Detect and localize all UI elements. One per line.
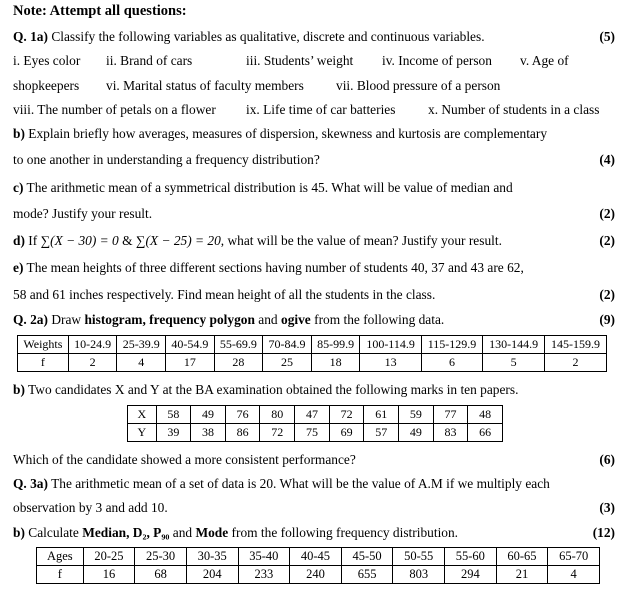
ages-freq-row [37,566,600,584]
ages-cell: 35-40 [238,548,290,566]
q1b-label: b) [13,126,25,141]
q2b-label: b) [13,382,25,397]
weights-cell: 4 [117,354,166,372]
q2a-bold2: ogive [281,312,311,327]
q1e-text-1: The mean heights of three different sections having number of students 40, 37 and 43 are 62, [26,260,524,275]
marks-cell: 75 [295,424,330,442]
q2a-pre: Draw [51,312,82,327]
q1b-marks: (4) [599,152,615,167]
q3b-line [13,521,615,545]
q1d-amp: & [122,233,133,248]
q1a-item-3: iii. Students’ weight [246,53,354,68]
q1e-marks: (2) [599,287,615,302]
q1b-line2 [13,148,615,172]
ages-cell: 16 [83,566,135,584]
q1a-items-row2 [13,74,615,98]
q1a-line [13,25,615,49]
ages-cell: 50-55 [393,548,445,566]
weights-cell: 25 [263,354,312,372]
weights-cell: 85-99.9 [311,336,360,354]
q1e-line1 [13,256,615,280]
ages-cell: 20-25 [83,548,135,566]
weights-cell: 5 [483,354,545,372]
q1a-item-2: ii. Brand of cars [106,53,193,68]
marks-cell: 49 [191,406,226,424]
q3b-bold2: Mode [195,525,229,540]
ages-cell: f [37,566,84,584]
marks-row-x [128,406,503,424]
marks-cell: 61 [364,406,399,424]
ages-cell: 65-70 [548,548,600,566]
q2a-bold: histogram, frequency polygon [84,312,255,327]
marks-row-y [128,424,503,442]
q1a-items-row1 [13,49,615,73]
weights-cell: 40-54.9 [166,336,215,354]
q1c-text-2: mode? Justify your result. [13,206,153,221]
q1a-items-row3 [13,98,615,122]
q2a-label: Q. 2a) [13,312,48,327]
weights-cell: 115-129.9 [421,336,482,354]
marks-cell: 72 [260,424,295,442]
ages-cell: 655 [341,566,393,584]
q3a-label: Q. 3a) [13,476,48,491]
ages-header-row [37,548,600,566]
q3a-text-2: observation by 3 and add 10. [13,500,168,515]
weights-cell: 28 [214,354,263,372]
q2b-question: Which of the candidate showed a more consistent performance? [13,452,356,467]
q1a-item-9: ix. Life time of car batteries [246,102,396,117]
q1c-text-1: The arithmetic mean of a symmetrical distribution is 45. What will be value of median and [26,180,513,195]
marks-cell: X [128,406,157,424]
marks-cell: 57 [364,424,399,442]
marks-cell: 76 [225,406,260,424]
q1c-label: c) [13,180,24,195]
marks-cell: 72 [329,406,364,424]
marks-cell: 39 [156,424,191,442]
ages-cell: 40-45 [290,548,342,566]
marks-cell: 58 [156,406,191,424]
q1d-expr-1: ∑(X − 30) = 0 [40,233,119,248]
weights-cell: f [18,354,69,372]
ages-cell: 204 [186,566,238,584]
q3a-text-1: The arithmetic mean of a set of data is 20. What will be the value of A.M if we multiply each [51,476,550,491]
ages-cell: 803 [393,566,445,584]
q2a-marks: (9) [599,312,615,327]
q1e-line2 [13,283,615,307]
q1d-line [13,229,615,253]
q1a-item-1: i. Eyes color [13,53,81,68]
weights-cell: 2 [68,354,117,372]
weights-cell: 18 [311,354,360,372]
ages-cell: 4 [548,566,600,584]
q1d-expr-2: ∑(X − 25) = 20 [135,233,221,248]
q1b-text-1: Explain briefly how averages, measures of dispersion, skewness and kurtosis are complementary [28,126,548,141]
q1d-post: , what will be the value of mean? Justify your result. [220,233,502,248]
marks-cell: 38 [191,424,226,442]
marks-cell: 86 [225,424,260,442]
q2a-post: from the following data. [314,312,445,327]
marks-cell: 80 [260,406,295,424]
weights-cell: 100-114.9 [360,336,421,354]
ages-cell: 45-50 [341,548,393,566]
q1a-item-8: viii. The number of petals on a flower [13,102,216,117]
q1d-marks: (2) [599,233,615,248]
q3b-mid: and [172,525,193,540]
marks-cell: 47 [295,406,330,424]
q1a-item-6: vi. Marital status of faculty members [106,78,304,93]
weights-freq-row [18,354,607,372]
ages-cell: 60-65 [496,548,548,566]
q1c-marks: (2) [599,206,615,221]
q1a-item-5: v. Age of [520,53,569,68]
q1b-text-2: to one another in understanding a frequency distribution? [13,152,320,167]
weights-cell: 130-144.9 [483,336,545,354]
q1d-pre: If [28,233,38,248]
marks-cell: 77 [433,406,468,424]
q1b-line1 [13,122,615,146]
marks-cell: 48 [468,406,503,424]
q1e-text-2: 58 and 61 inches respectively. Find mean height of all the students in the class. [13,287,436,302]
ages-cell: 30-35 [186,548,238,566]
q3b-label: b) [13,525,25,540]
q1a-item-10: x. Number of students in a class [428,102,600,117]
ages-cell: 68 [135,566,187,584]
ages-cell: 55-60 [445,548,497,566]
marks-cell: 49 [399,424,434,442]
weights-table [17,335,607,372]
weights-cell: 145-159.9 [545,336,607,354]
ages-cell: 233 [238,566,290,584]
marks-cell: 59 [399,406,434,424]
q1a-item-7: vii. Blood pressure of a person [336,78,501,93]
q1c-line2 [13,202,615,226]
q3b-marks: (12) [592,525,615,540]
q2b-marks: (6) [599,452,615,467]
q3a-line1 [13,472,615,496]
weights-cell: 55-69.9 [214,336,263,354]
q2a-line [13,308,615,332]
ages-cell: Ages [37,548,84,566]
weights-cell: 13 [360,354,421,372]
q2b-line [13,378,615,402]
weights-header-row [18,336,607,354]
weights-cell: 70-84.9 [263,336,312,354]
ages-table [36,547,600,584]
ages-cell: 21 [496,566,548,584]
marks-cell: 66 [468,424,503,442]
ages-cell: 25-30 [135,548,187,566]
ages-cell: 240 [290,566,342,584]
q3b-bold: Median, D₂, P₉₀ [82,525,170,540]
q3a-marks: (3) [599,500,615,515]
marks-cell: 69 [329,424,364,442]
weights-cell: 25-39.9 [117,336,166,354]
q2b-question-line [13,448,615,472]
q1a-marks: (5) [599,29,615,44]
q2b-text: Two candidates X and Y at the BA examination obtained the following marks in ten papers. [28,382,519,397]
weights-cell: Weights [18,336,69,354]
q1a-item-4: iv. Income of person [382,53,492,68]
q3a-line2 [13,496,615,520]
q2a-mid: and [258,312,278,327]
ages-cell: 294 [445,566,497,584]
marks-cell: 83 [433,424,468,442]
q3b-pre: Calculate [28,525,79,540]
marks-cell: Y [128,424,157,442]
note-heading: Note: Attempt all questions: [13,3,187,19]
q1a-text: Classify the following variables as qualitative, discrete and continuous variables. [51,29,485,44]
weights-cell: 2 [545,354,607,372]
weights-cell: 17 [166,354,215,372]
q1d-label: d) [13,233,25,248]
q3b-post: from the following frequency distribution. [231,525,459,540]
marks-table [127,405,503,442]
q1e-label: e) [13,260,24,275]
q1a-item-5b: shopkeepers [13,78,80,93]
weights-cell: 6 [421,354,482,372]
weights-cell: 10-24.9 [68,336,117,354]
q1a-label: Q. 1a) [13,29,48,44]
q1c-line1 [13,176,615,200]
